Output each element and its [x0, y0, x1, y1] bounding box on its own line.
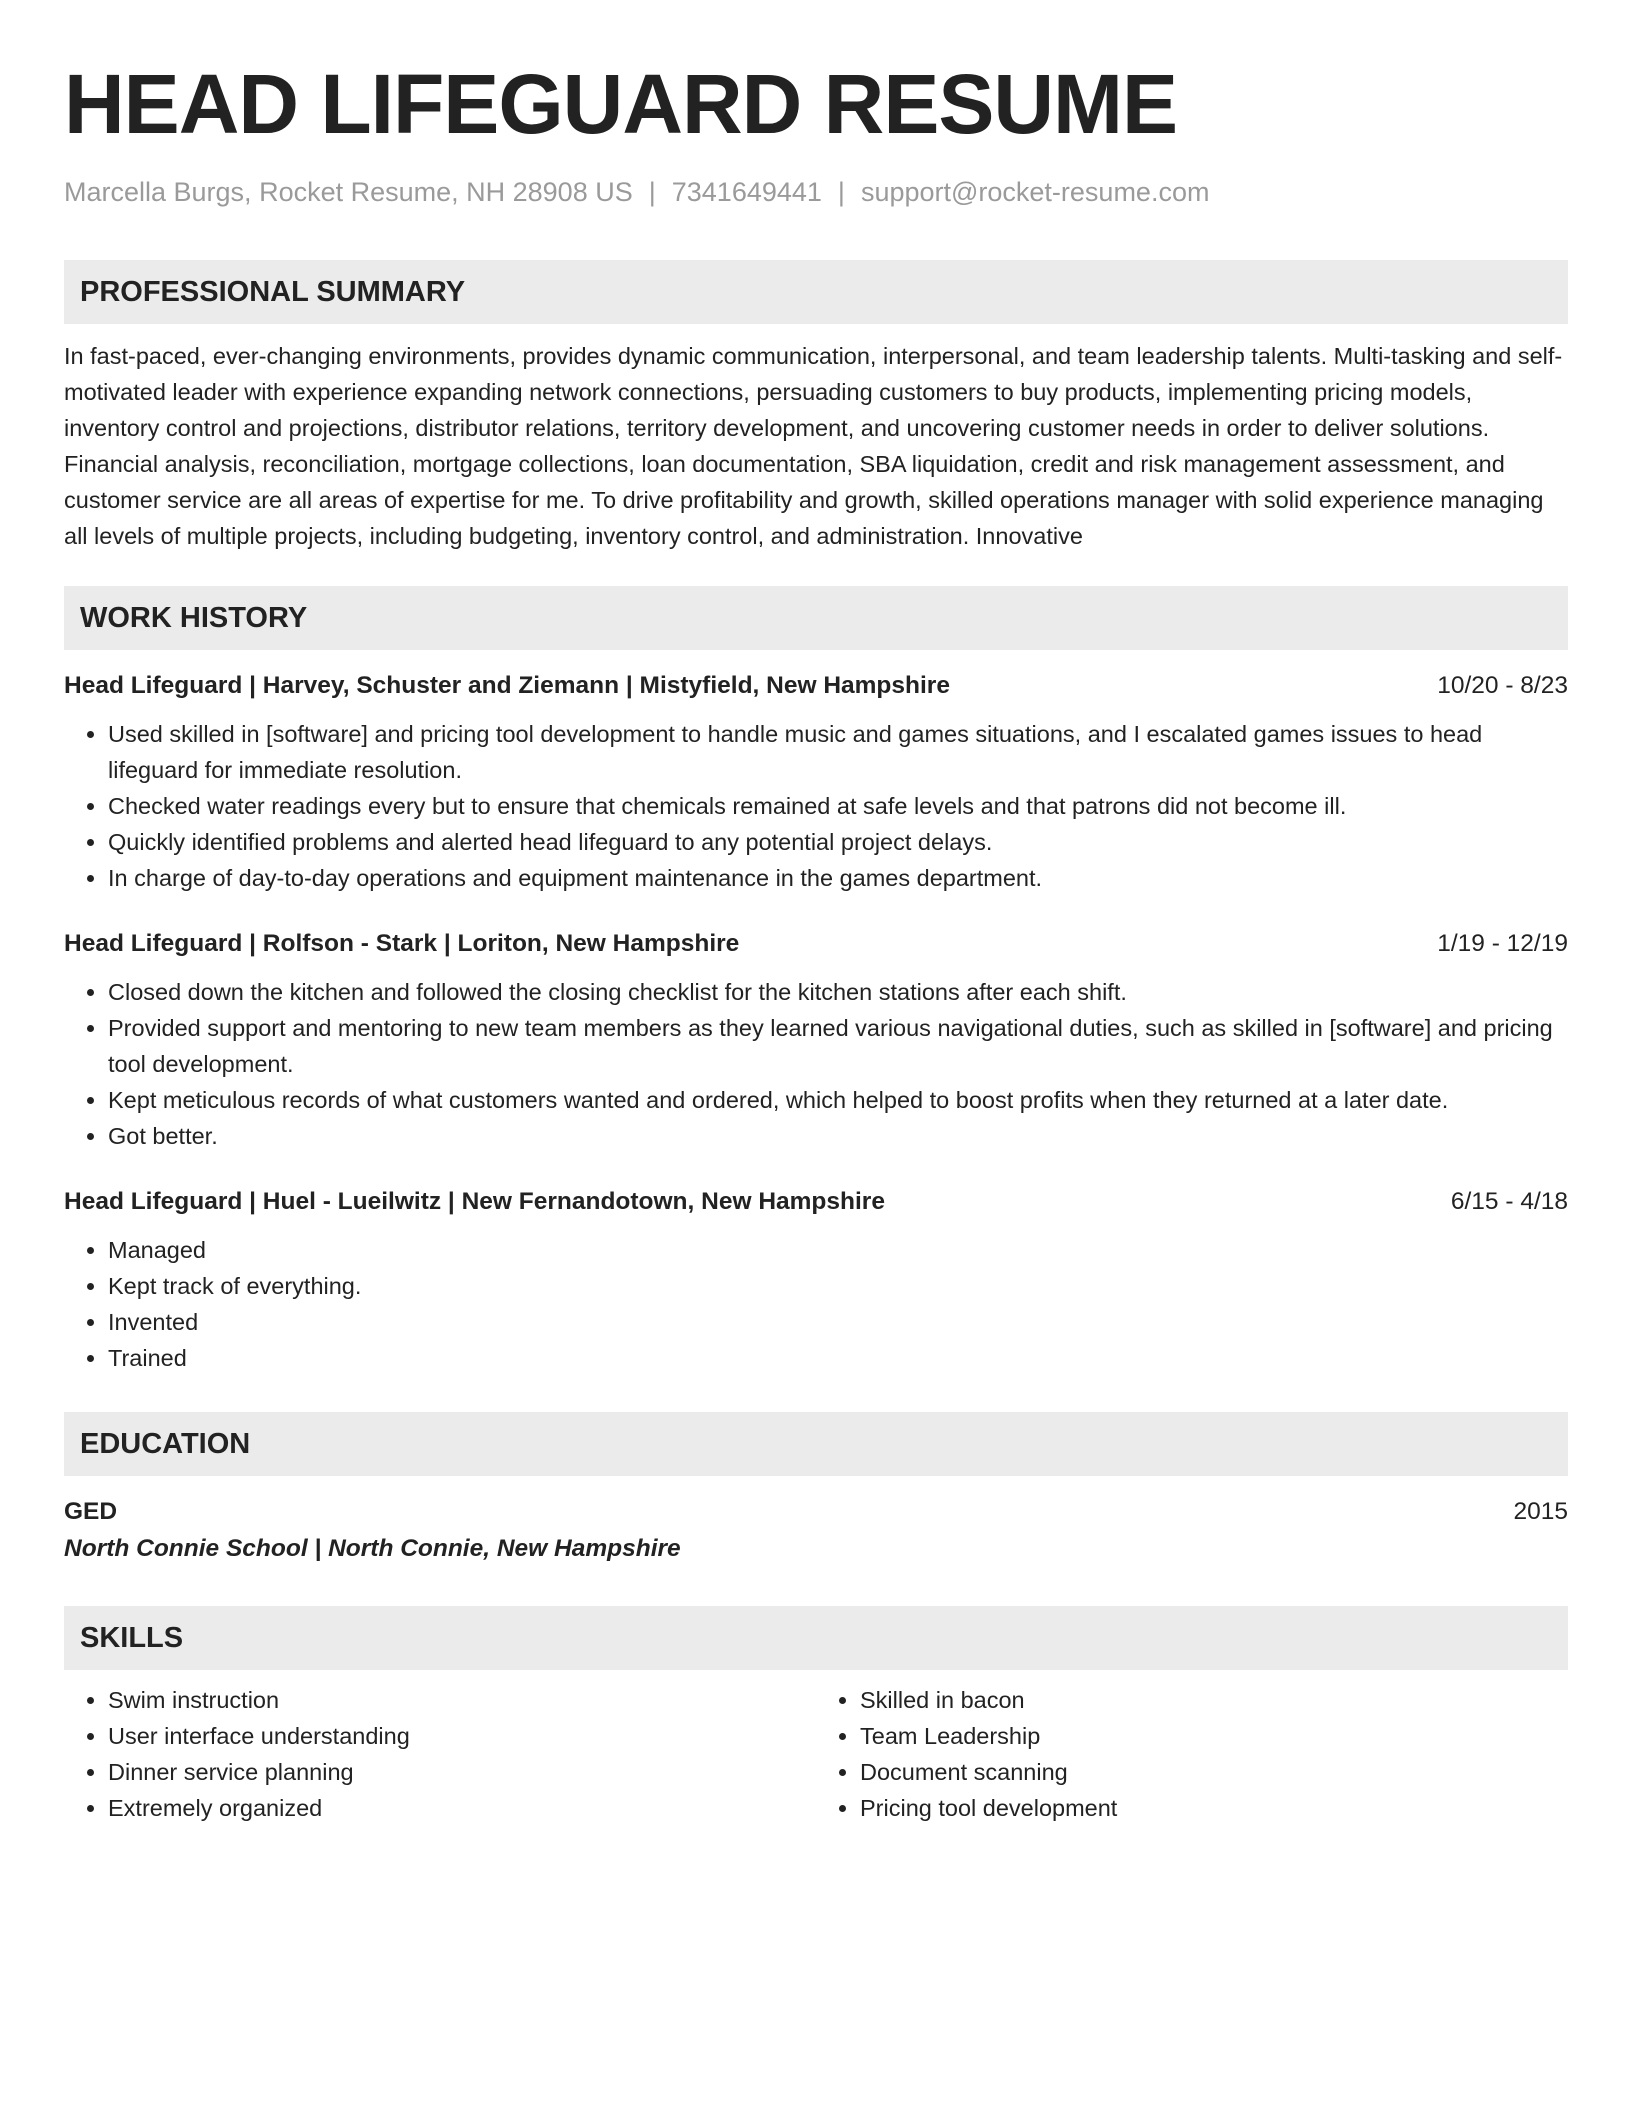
skills-list — [816, 1682, 1568, 1826]
job-bullet: • Trained — [108, 1340, 1568, 1376]
job-header — [64, 1184, 1568, 1220]
skills-column-left — [64, 1682, 816, 1826]
skill-item: • User interface understanding — [108, 1718, 816, 1754]
summary-text: In fast-paced, ever-changing environments, provides dynamic communication, interpersonal, and team leadership talents. Multi-tasking and self-motivated leader with experience expanding network connections, persuading customers to buy products, implementing pricing models, inventory control and projections, distributor relations, territory development, and uncovering customer needs in order to deliver solutions. Financial analysis, reconciliation, mortgage collections, loan documentation, SBA liquidation, credit and risk management assessment, and customer service are all areas of expertise for me. To drive profitability and growth, skilled operations manager with solid experience managing all levels of multiple projects, including budgeting, inventory control, and administration. Innovative — [64, 343, 1563, 549]
job-title: Head Lifeguard | Harvey, Schuster and Ziemann | Mistyfield, New Hampshire — [64, 672, 950, 699]
job-bullets — [64, 716, 1568, 896]
job-bullet: • Used skilled in [software] and pricing tool development to handle music and games situations, and I escalated games issues to head lifeguard for immediate resolution. — [108, 716, 1568, 788]
section-heading-skills: SKILLS — [64, 1606, 1568, 1670]
job-bullet: • Managed — [108, 1232, 1568, 1268]
job-entry — [64, 926, 1568, 1154]
job-entry — [64, 668, 1568, 896]
contact-separator: | — [837, 177, 845, 207]
skill-item: • Dinner service planning — [108, 1754, 816, 1790]
contact-separator: | — [648, 177, 656, 207]
skill-item: • Extremely organized — [108, 1790, 816, 1826]
job-dates: 10/20 - 8/23 — [1437, 672, 1568, 699]
job-title: Head Lifeguard | Rolfson - Stark | Loriton, New Hampshire — [64, 930, 740, 957]
skill-item: • Team Leadership — [860, 1718, 1568, 1754]
education-degree: GED — [64, 1498, 118, 1525]
job-dates: 6/15 - 4/18 — [1450, 1188, 1568, 1215]
education-school: North Connie School | North Connie, New Hampshire — [64, 1535, 681, 1562]
skill-item: • Document scanning — [860, 1754, 1568, 1790]
contact-address: Marcella Burgs, Rocket Resume, NH 28908 US — [64, 177, 633, 207]
skills-column-right — [816, 1682, 1568, 1826]
education-year: 2015 — [1513, 1498, 1568, 1525]
section-heading-education: EDUCATION — [64, 1412, 1568, 1476]
job-bullet: • Kept meticulous records of what customers wanted and ordered, which helped to boost profits when they returned at a later date. — [108, 1082, 1568, 1118]
skills-grid — [64, 1682, 1568, 1826]
education-header — [64, 1494, 1568, 1530]
job-bullet: • Got better. — [108, 1118, 1568, 1154]
section-heading-summary: PROFESSIONAL SUMMARY — [64, 260, 1568, 324]
contact-phone: 7341649441 — [671, 177, 822, 207]
skill-item: • Swim instruction — [108, 1682, 816, 1718]
section-heading-work-history: WORK HISTORY — [64, 586, 1568, 650]
skill-item: • Skilled in bacon — [860, 1682, 1568, 1718]
job-bullet: • Checked water readings every but to ensure that chemicals remained at safe levels and that patrons did not become ill. — [108, 788, 1568, 824]
resume-title: HEAD LIFEGUARD RESUME — [64, 57, 1178, 151]
contact-line — [64, 174, 1568, 210]
skills-list — [64, 1682, 816, 1826]
job-bullet: • Invented — [108, 1304, 1568, 1340]
job-title: Head Lifeguard | Huel - Lueilwitz | New Fernandotown, New Hampshire — [64, 1188, 885, 1215]
job-bullets — [64, 974, 1568, 1154]
job-header — [64, 668, 1568, 704]
job-bullets — [64, 1232, 1568, 1376]
job-header — [64, 926, 1568, 962]
job-bullet: • In charge of day-to-day operations and equipment maintenance in the games department. — [108, 860, 1568, 896]
job-bullet: • Quickly identified problems and alerted head lifeguard to any potential project delays. — [108, 824, 1568, 860]
job-bullet: • Provided support and mentoring to new team members as they learned various navigational duties, such as skilled in [software] and pricing tool development. — [108, 1010, 1568, 1082]
job-dates: 1/19 - 12/19 — [1437, 930, 1568, 957]
skill-item: • Pricing tool development — [860, 1790, 1568, 1826]
job-entry — [64, 1184, 1568, 1376]
job-bullet: • Kept track of everything. — [108, 1268, 1568, 1304]
job-bullet: • Closed down the kitchen and followed the closing checklist for the kitchen stations after each shift. — [108, 974, 1568, 1010]
contact-email: support@rocket-resume.com — [860, 177, 1210, 207]
